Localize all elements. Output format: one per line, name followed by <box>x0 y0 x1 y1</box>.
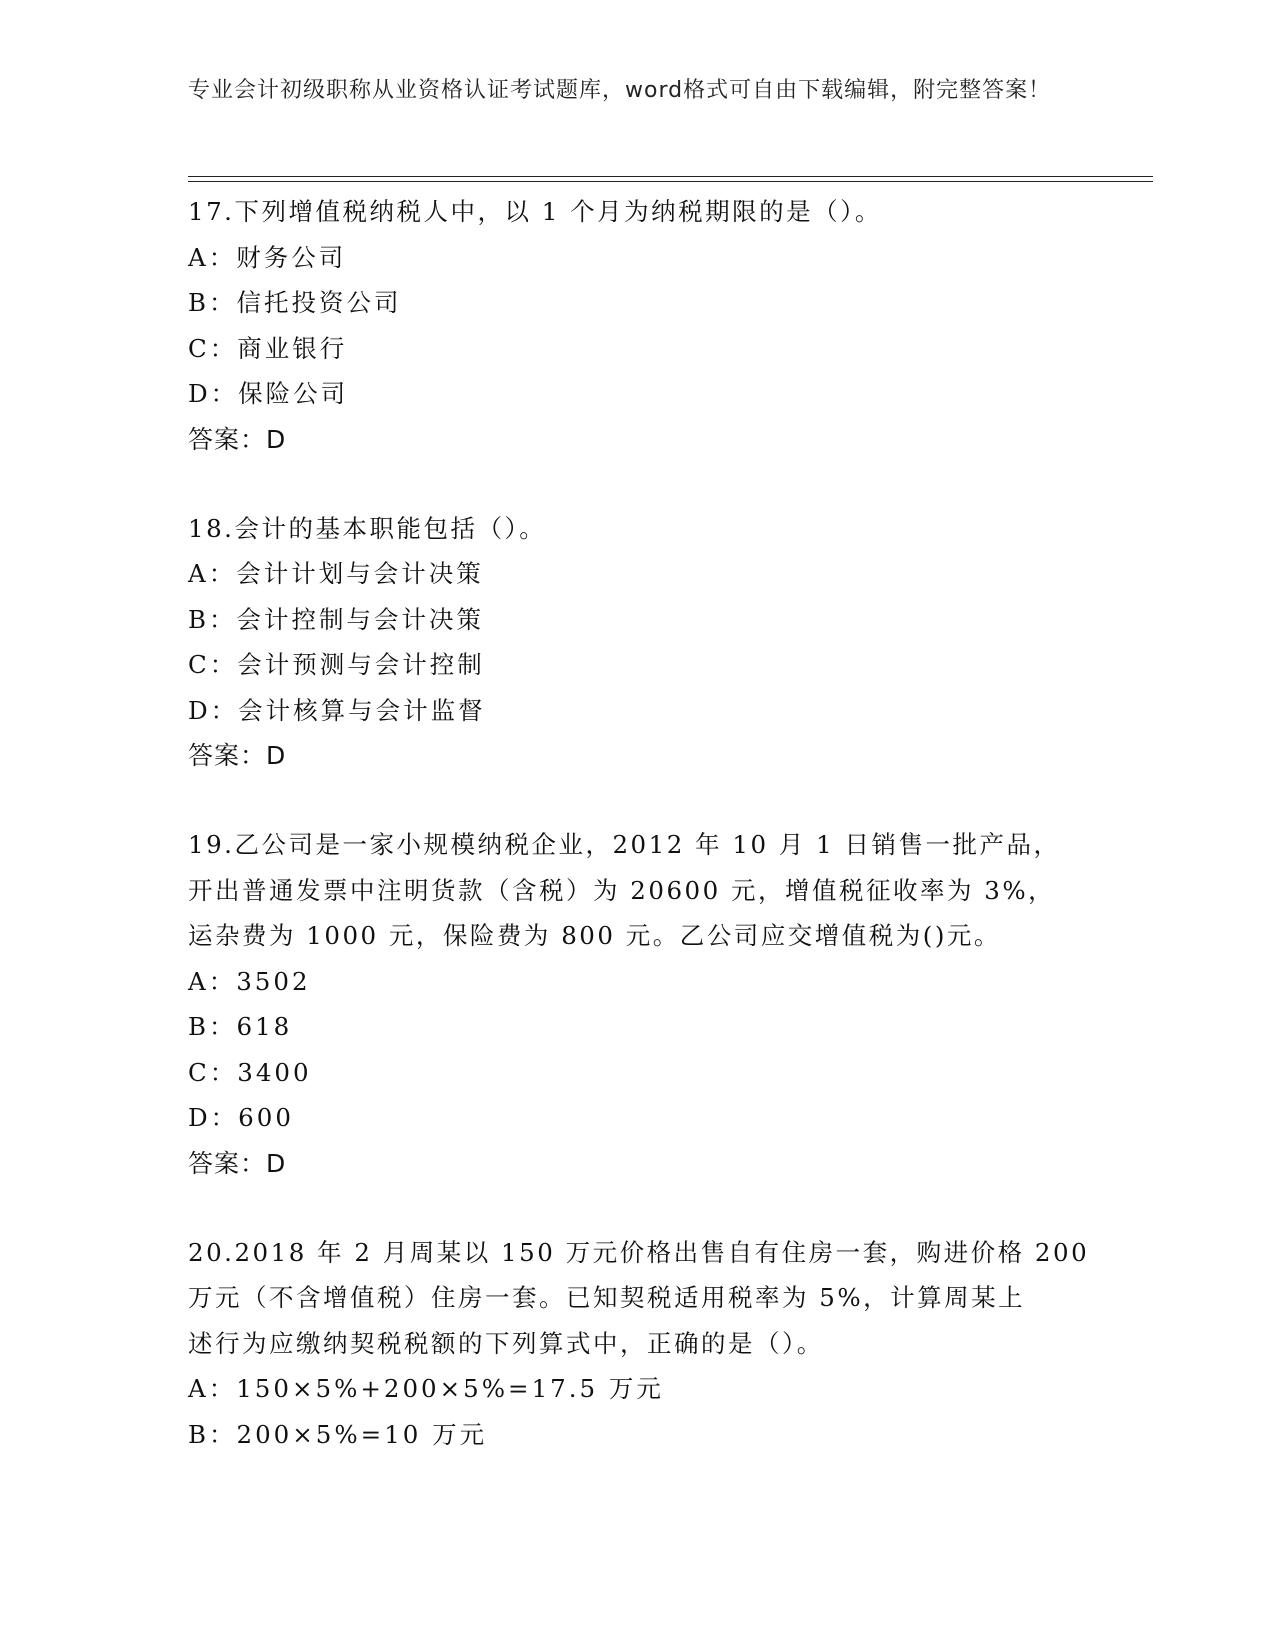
answer-label: 答案：D <box>188 424 287 454</box>
option-a: A：会计计划与会计决策 <box>188 559 484 588</box>
question-18 <box>188 506 1088 780</box>
stem-line: 19.乙公司是一家小规模纳税企业，2012 年 10 月 1 日销售一批产品， <box>188 830 1061 859</box>
question-stem <box>188 1230 1088 1367</box>
header-rule-top <box>188 176 1153 177</box>
option-b: B：200×5%=10 万元 <box>188 1419 488 1449</box>
option-d: D：600 <box>188 1103 294 1132</box>
header-rule-bottom <box>188 181 1153 182</box>
option-c: C：会计预测与会计控制 <box>188 650 485 679</box>
stem-line: 开出普通发票中注明货款（含税）为 20600 元，增值税征收率为 3%， <box>188 875 1056 905</box>
document-header: 专业会计初级职称从业资格认证考试题库，word格式可自由下载编辑，附完整答案！ <box>188 78 1052 103</box>
stem-line: 20.2018 年 2 月周某以 150 万元价格出售自有住房一套，购进价格 200 <box>188 1237 1090 1267</box>
question-17 <box>188 189 1088 463</box>
question-19 <box>188 822 1088 1187</box>
answer-label: 答案：D <box>188 1148 287 1178</box>
question-stem <box>188 822 1088 959</box>
option-a: A：财务公司 <box>188 242 347 272</box>
question-stem <box>188 506 1088 552</box>
answer-label: 答案：D <box>188 741 287 770</box>
option-b: B：会计控制与会计决策 <box>188 604 485 634</box>
stem-line: 17.下列增值税纳税人中，以 1 个月为纳税期限的是（）。 <box>188 197 882 226</box>
stem-line: 运杂费为 1000 元，保险费为 800 元。乙公司应交增值税为()元。 <box>188 921 1001 950</box>
option-c: C：商业银行 <box>188 333 348 363</box>
option-a: A：150×5%+200×5%=17.5 万元 <box>188 1374 664 1403</box>
question-20 <box>188 1230 1088 1458</box>
question-list <box>188 189 1088 1500</box>
option-b: B：信托投资公司 <box>188 288 402 317</box>
option-a: A：3502 <box>188 966 311 996</box>
stem-line: 18.会计的基本职能包括（）。 <box>188 513 547 543</box>
stem-line: 述行为应缴纳契税税额的下列算式中，正确的是（）。 <box>188 1328 824 1358</box>
option-d: D：保险公司 <box>188 379 349 408</box>
stem-line: 万元（不含增值税）住房一套。已知契税适用税率为 5%，计算周某上 <box>188 1283 1026 1312</box>
question-stem <box>188 189 1088 235</box>
option-d: D：会计核算与会计监督 <box>188 695 486 725</box>
option-b: B：618 <box>188 1012 293 1041</box>
option-c: C：3400 <box>188 1057 312 1087</box>
